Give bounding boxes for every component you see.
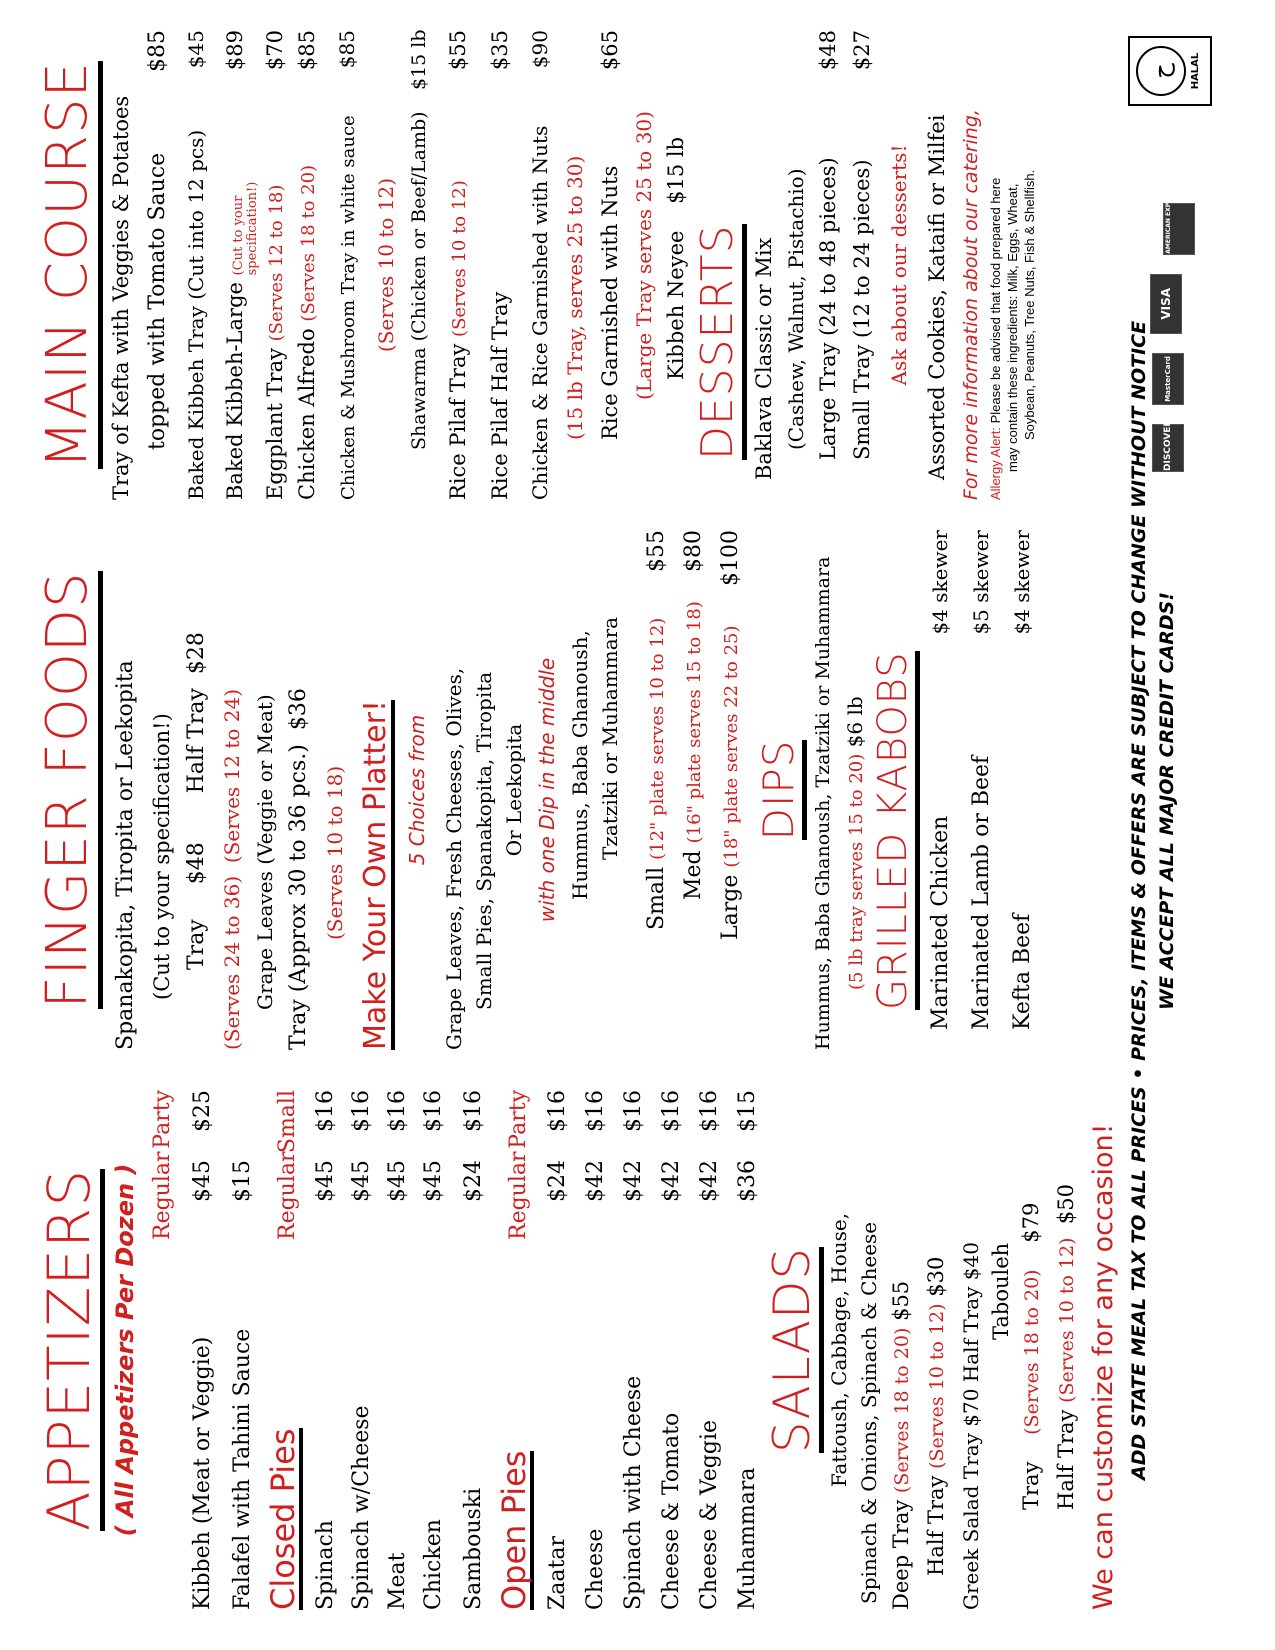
salad-half-tray: Half Tray (Serves 10 to 12) $30 bbox=[924, 1256, 948, 1576]
open-pie-row: Cheese & Tomato $42 $16 bbox=[659, 1090, 684, 1610]
footer-cards-note: WE ACCEPT ALL MAJOR CREDIT CARDS! bbox=[1156, 591, 1178, 1010]
open-pie-row: Zaatar $24 $16 bbox=[545, 1090, 570, 1610]
finger-foods-column bbox=[35, 530, 1043, 1050]
closed-pie-row: Chicken $45 $16 bbox=[421, 1090, 446, 1610]
main-mushroom-row: Chicken & Mushroom Tray in white sauce $85 bbox=[335, 30, 359, 500]
halal-logo-icon: ح HALAL bbox=[1128, 36, 1212, 106]
closed-pie-row: Meat $45 $16 bbox=[385, 1090, 410, 1610]
dip-middle: with one Dip in the middle bbox=[535, 657, 559, 923]
appetizers-title: APPETIZERS bbox=[35, 1168, 103, 1532]
main-baked-large-row: Baked Kibbeh-Large (Cut to your specification!) $89 bbox=[223, 30, 260, 500]
closed-pie-row: Spinach w/Cheese $45 $16 bbox=[349, 1090, 374, 1610]
salads-title: SALADS bbox=[767, 1247, 824, 1453]
open-pie-row: Spinach with Cheese $42 $16 bbox=[621, 1090, 646, 1610]
finger-foods-title: FINGER FOODS bbox=[40, 571, 103, 1008]
allergy-alert: Allergy Alert: Please be advised that food prepared here may contain these ingredients: Milk, Eggs, Wheat, Soybean, Peanuts, Tree Nuts, Fish & Shellfish. bbox=[988, 169, 1037, 500]
tabouleh-tray: Tray (Serves 18 to 20) $79 bbox=[1019, 1202, 1043, 1510]
dips-line: Hummus, Baba Ghanoush, Tzatziki or Muhammara bbox=[812, 556, 834, 1050]
closed-pies-title: Closed Pies bbox=[264, 1428, 302, 1610]
appetizer-row: Falafel with Tahini Sauce $15 bbox=[230, 1160, 255, 1610]
closed-pies-header: Closed Pies Regular Small bbox=[264, 1090, 302, 1610]
desserts-cookies: Assorted Cookies, Kataifi or Milfei bbox=[925, 114, 949, 480]
appetizers-subtitle: ( All Appetizers Per Dozen ) bbox=[111, 1163, 139, 1537]
main-shawarma-row: Shawarma (Chicken or Beef/Lamb) $15 lb bbox=[408, 29, 430, 450]
appetizer-column-headers: Regular Party bbox=[150, 1090, 175, 1240]
credit-card-logos bbox=[1150, 185, 1195, 472]
platter-sizes bbox=[639, 530, 750, 1050]
mastercard-icon: MasterCard bbox=[1152, 353, 1184, 405]
desserts-small-row: Small Tray (12 to 24 pieces) $27 bbox=[850, 30, 874, 460]
tabouleh-half-tray: Half Tray (Serves 10 to 12) $50 bbox=[1054, 1183, 1078, 1510]
open-pie-row: Cheese & Veggie $42 $16 bbox=[697, 1090, 722, 1610]
main-alfredo-row: Chicken Alfredo (Serves 18 to 20) $85 bbox=[295, 30, 319, 500]
dips-title: DIPS bbox=[758, 740, 807, 841]
desserts-baklava: Baklava Classic or Mix bbox=[752, 237, 776, 480]
main-kibbeh-neyee-row: Kibbeh Neyee $15 lb bbox=[664, 136, 688, 380]
appetizers-column bbox=[35, 1090, 1119, 1610]
footer-tax-note: ADD STATE MEAL TAX TO ALL PRICES • PRICES, ITEMS & OFFERS ARE SUBJECT TO CHANGE WITHOUT NOTICE bbox=[1128, 320, 1150, 1480]
main-kefta-row: topped with Tomato Sauce $85 bbox=[145, 30, 170, 450]
amex-card-icon: AMERICAN EXPRESS bbox=[1163, 203, 1195, 255]
main-baked-row: Baked Kibbeh Tray (Cut into 12 pcs) $45 bbox=[184, 30, 208, 500]
platter-line2: Small Pies, Spanakopita, Tiropita bbox=[472, 671, 496, 1010]
platter-line1: Grape Leaves, Fresh Cheeses, Olives, bbox=[442, 667, 466, 1050]
finger-line2: (Cut to your specification!) bbox=[150, 713, 174, 1000]
finger-line1: Spanakopita, Tiropita or Leekopita bbox=[113, 660, 138, 1050]
main-kefta-l1: Tray of Kefta with Veggies & Potatoes bbox=[109, 95, 133, 500]
open-pie-row: Cheese $42 $16 bbox=[583, 1090, 608, 1610]
closed-pies-list bbox=[308, 1090, 496, 1610]
salad-deep-tray: Deep Tray (Serves 18 to 20) $55 bbox=[889, 1280, 913, 1610]
kabobs-title: GRILLED KABOBS bbox=[873, 651, 920, 1010]
main-pilaf-row: Rice Pilaf Tray (Serves 10 to 12) $55 bbox=[446, 30, 470, 500]
kabobs-list bbox=[920, 530, 1043, 1050]
kabob-row: Marinated Chicken $4 skewer bbox=[928, 530, 953, 1030]
open-pie-row: Muhammara $36 $15 bbox=[735, 1090, 760, 1610]
dip-line1: Hummus, Baba Ghanoush, bbox=[568, 630, 592, 900]
main-course-title: MAIN COURSE bbox=[40, 61, 103, 469]
finger-grape-serves: (Serves 10 to 18) bbox=[323, 765, 347, 940]
main-mushroom-serves: (Serves 10 to 12) bbox=[374, 177, 398, 353]
finger-serves: (Serves 24 to 36) (Serves 12 to 24) bbox=[220, 688, 244, 1050]
salad-tabouleh: Tabouleh bbox=[989, 1242, 1013, 1340]
main-rice-nuts-row: Rice Garnished with Nuts $65 bbox=[598, 30, 622, 440]
salads-line2: Spinach & Onions, Spinach & Cheese bbox=[857, 1221, 881, 1604]
desserts-large-row: Large Tray (24 to 48 pieces) $48 bbox=[816, 30, 840, 460]
main-course-column bbox=[35, 29, 1038, 500]
open-pies-title: Open Pies bbox=[495, 1450, 533, 1610]
customize-note: We can customize for any occasion! bbox=[1088, 1123, 1119, 1610]
main-eggplant-row: Eggplant Tray (Serves 12 to 18) $70 bbox=[263, 30, 287, 500]
finger-grape: Grape Leaves (Veggie or Meat) bbox=[253, 694, 277, 1010]
kabob-row: Kefta Beef $4 skewer bbox=[1010, 530, 1035, 1030]
platter-size-row: Large (18" plate serves 22 to 25) $100 bbox=[718, 530, 743, 940]
kabob-row: Marinated Lamb or Beef $5 skewer bbox=[969, 530, 994, 1030]
open-pies-list bbox=[539, 1090, 767, 1610]
salads-line1: Fattoush, Cabbage, House, bbox=[827, 1212, 851, 1488]
platter-size-row: Med (16" plate serves 15 to 18) $80 bbox=[681, 530, 706, 900]
salad-greek: Greek Salad Tray $70 Half Tray $40 bbox=[959, 1242, 983, 1610]
desserts-baklava-sub: (Cashew, Walnut, Pistachio) bbox=[784, 168, 808, 450]
platter-choices: 5 Choices from bbox=[405, 714, 429, 866]
desserts-ask: Ask about our desserts! bbox=[887, 144, 911, 386]
discover-card-icon: DISCOVER bbox=[1152, 424, 1184, 472]
platter-size-row: Small (12" plate serves 10 to 12) $55 bbox=[644, 530, 669, 930]
closed-pie-row: Sambouski $24 $16 bbox=[461, 1090, 486, 1610]
appetizer-row: Kibbeh (Meat or Veggie) $45 $25 bbox=[190, 1090, 215, 1610]
main-chicken-rice-serves: (15 lb Tray, serves 25 to 30) bbox=[563, 155, 587, 440]
finger-tray-prices: Tray $48 Half Tray $28 bbox=[184, 632, 209, 970]
desserts-title: DESSERTS bbox=[696, 224, 747, 460]
closed-pie-row: Spinach $45 $16 bbox=[313, 1090, 338, 1610]
open-pies-header: Open Pies Regular Party bbox=[495, 1090, 533, 1610]
dip-line2: Tzatziki or Muhammara bbox=[598, 616, 622, 860]
main-pilaf-half-row: Rice Pilaf Half Tray $35 bbox=[488, 30, 512, 500]
platter-line3: Or Leekopita bbox=[502, 723, 526, 857]
dips-serves-row: (5 lb tray serves 15 to 20) $6 lb bbox=[843, 696, 867, 990]
finger-grape-tray: Tray (Approx 30 to 36 pcs.) $36 bbox=[286, 688, 311, 1050]
main-rice-nuts-serves: (Large Tray serves 25 to 30) bbox=[632, 111, 656, 400]
visa-card-icon: VISA bbox=[1150, 274, 1182, 334]
catering-note: For more information about our catering, bbox=[960, 109, 982, 500]
platter-title: Make Your Own Platter! bbox=[358, 700, 393, 1050]
main-chicken-rice-row: Chicken & Rice Garnished with Nuts $90 bbox=[528, 30, 552, 500]
